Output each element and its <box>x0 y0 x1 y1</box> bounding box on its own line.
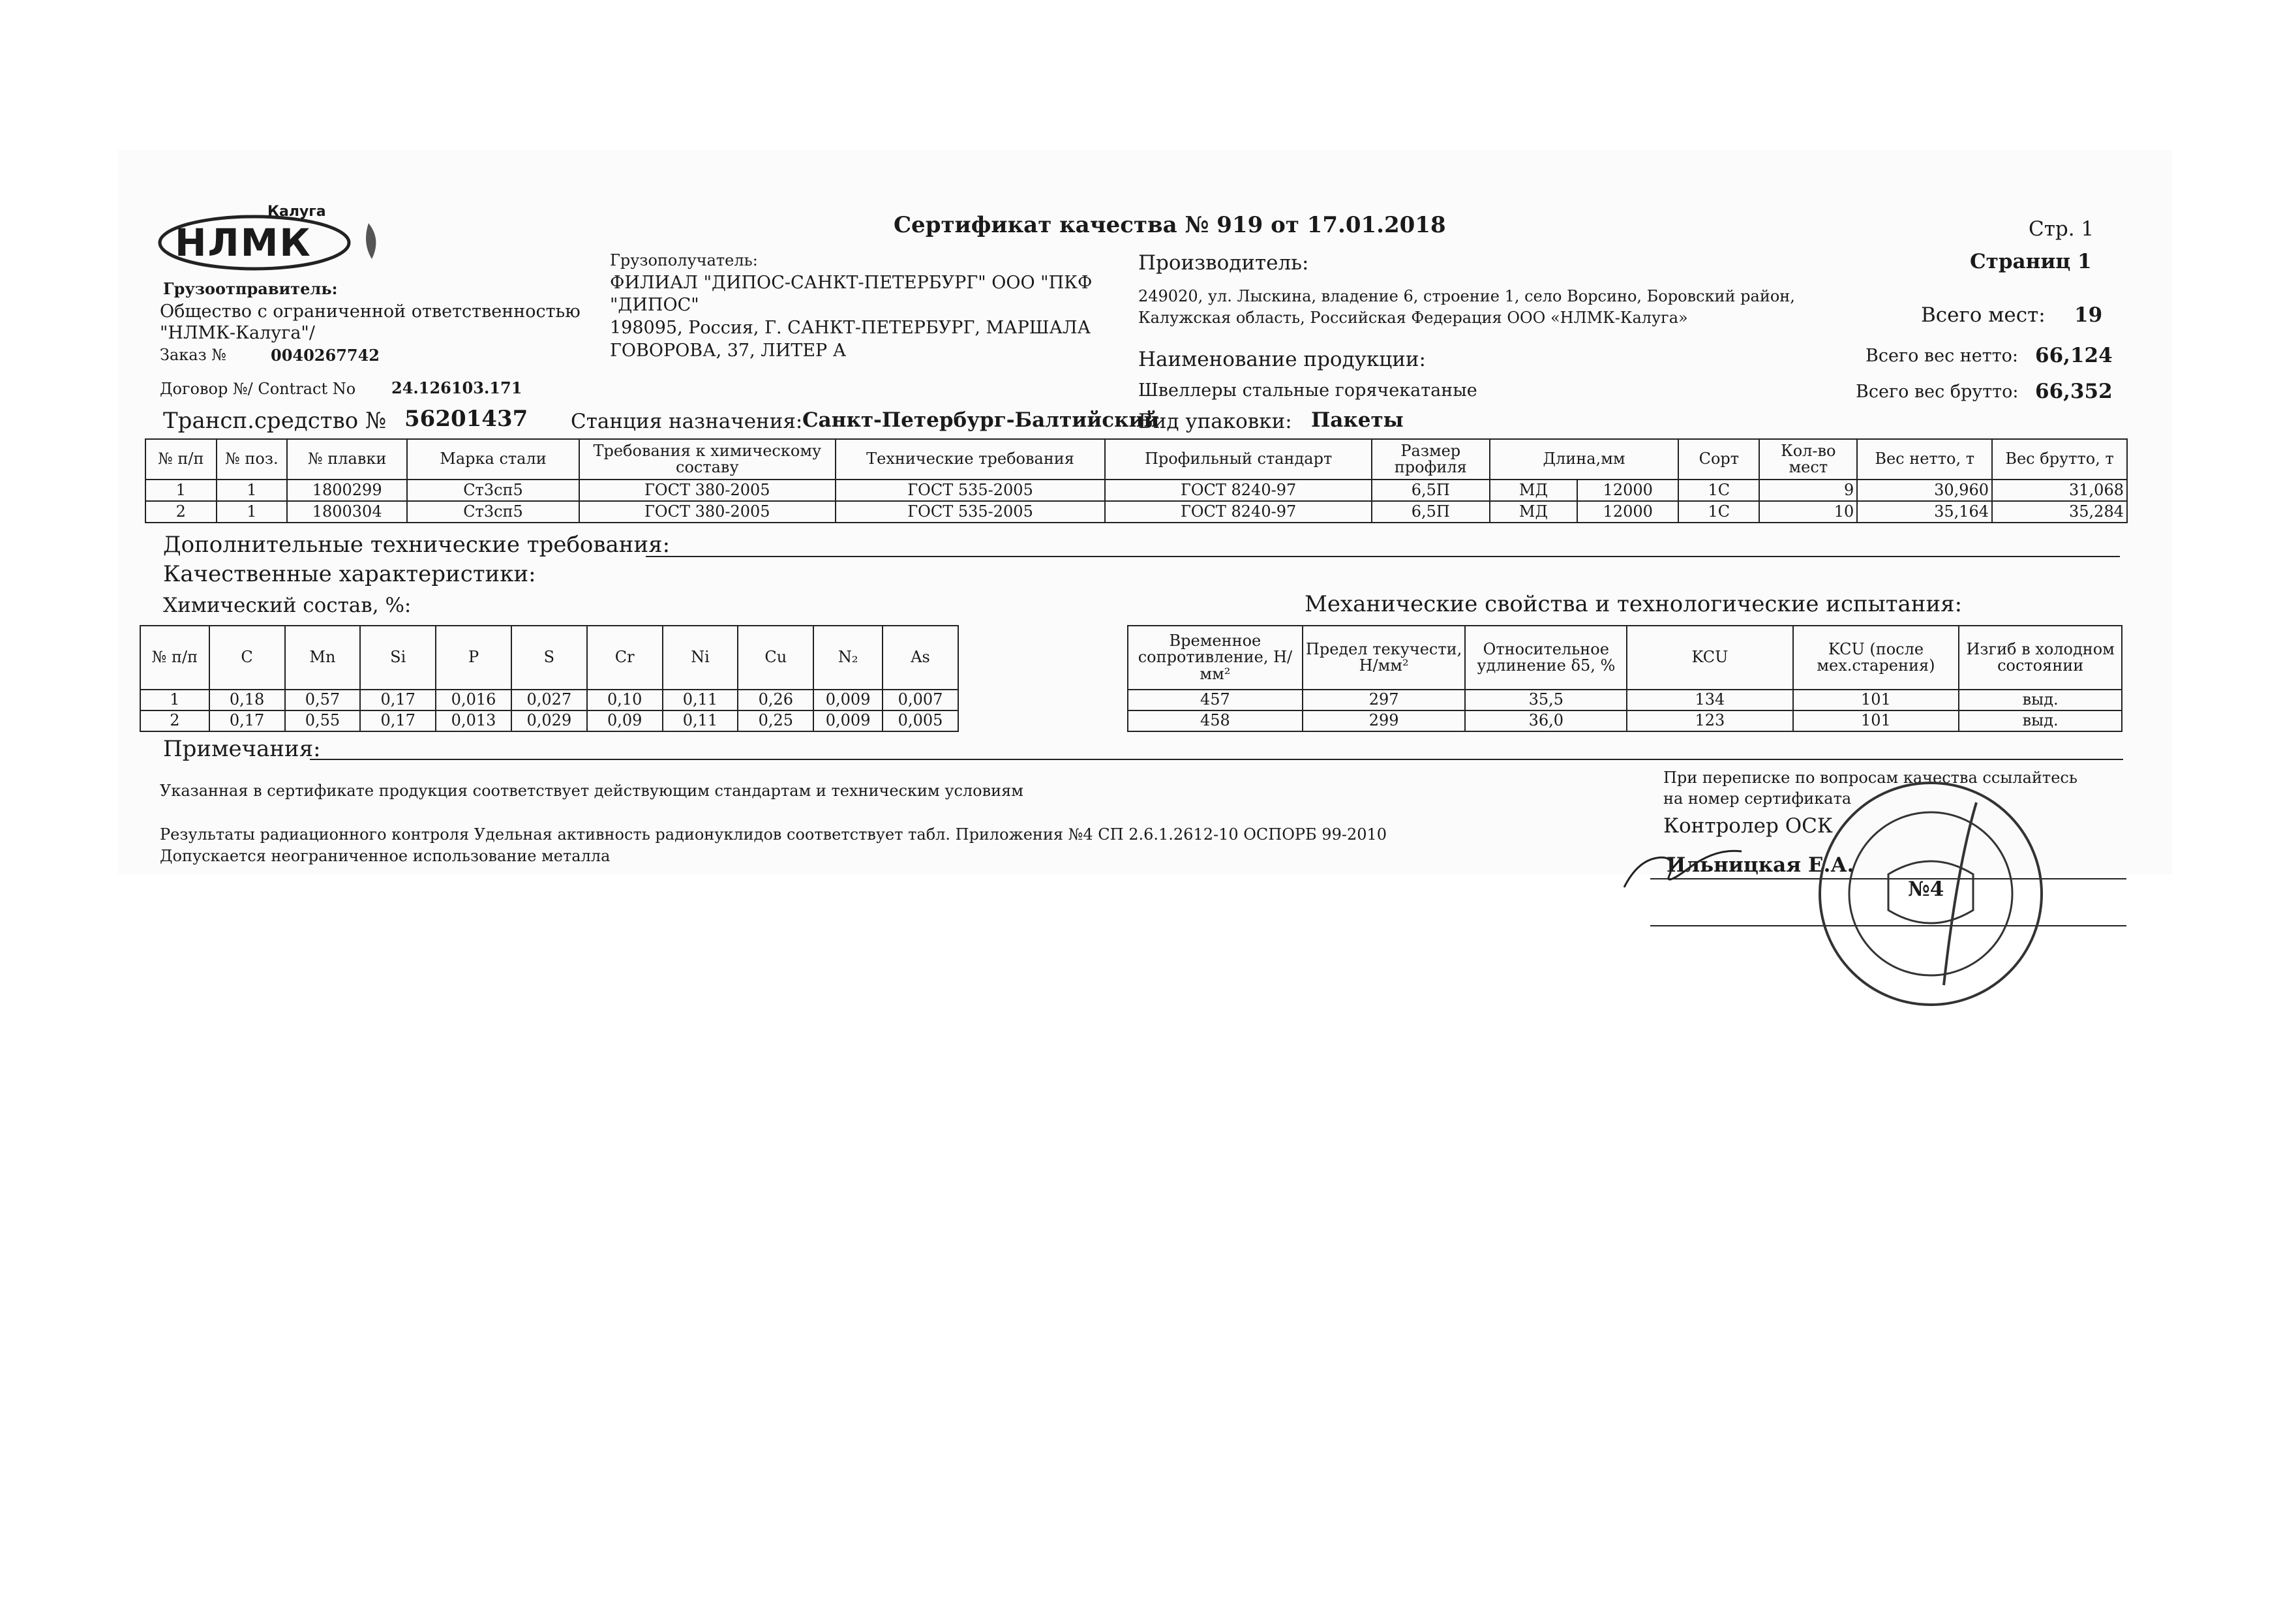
cell: Ст3сп5 <box>407 501 579 523</box>
additional-requirements-label: Дополнительные технические требования: <box>163 532 671 558</box>
header-cell: № п/п <box>145 439 217 480</box>
compliance-statement: Указанная в сертификате продукция соответствует действующим стандартам и техническим условиям <box>160 782 1023 800</box>
cell: 0,55 <box>285 710 361 731</box>
places-label: Всего мест: <box>1921 303 2046 327</box>
receiver-label: Грузополучатель: <box>610 251 758 269</box>
header-cell: Кол-во мест <box>1759 439 1857 480</box>
cell: 1 <box>217 501 288 523</box>
sender-label: Грузоотправитель: <box>163 279 338 298</box>
cell: 0,10 <box>587 690 663 710</box>
cell: 2 <box>145 501 217 523</box>
cell: ГОСТ 535-2005 <box>836 501 1106 523</box>
header-cell: As <box>883 626 958 690</box>
cell: 0,17 <box>360 690 436 710</box>
header-cell: Марка стали <box>407 439 579 480</box>
gross-value: 66,352 <box>2035 380 2113 403</box>
header-cell: KCU (после мех.старения) <box>1793 626 1959 690</box>
cell: 299 <box>1303 710 1466 731</box>
places-value: 19 <box>2074 303 2103 327</box>
product-label: Наименование продукции: <box>1138 348 1426 371</box>
cell: 30,960 <box>1857 480 1992 501</box>
header-cell: Si <box>360 626 436 690</box>
table-row <box>140 690 958 710</box>
cell: 101 <box>1793 690 1959 710</box>
cell: 31,068 <box>1992 480 2127 501</box>
cell: 123 <box>1627 710 1792 731</box>
chem-header-row <box>140 626 958 690</box>
packing-label: Вид упаковки: <box>1138 410 1292 433</box>
header-cell: Вес нетто, т <box>1857 439 1992 480</box>
header-cell: Размер профиля <box>1372 439 1490 480</box>
table-row <box>145 480 2127 501</box>
products-header-row <box>145 439 2127 480</box>
controller-name: Ильницкая Е.А. <box>1667 853 1854 877</box>
cell: выд. <box>1959 710 2122 731</box>
cell: Ст3сп5 <box>407 480 579 501</box>
header-cell: Профильный стандарт <box>1105 439 1371 480</box>
contact-line1: При переписке по вопросам качества ссылайтесь <box>1663 769 2077 787</box>
notes-label: Примечания: <box>163 736 321 762</box>
table-row <box>140 710 958 731</box>
cell: 0,027 <box>511 690 587 710</box>
cell: 35,164 <box>1857 501 1992 523</box>
cell: 12000 <box>1577 480 1678 501</box>
contract-value: 24.126103.171 <box>391 378 522 397</box>
pages-total: Страниц 1 <box>1970 250 2092 273</box>
sender-line1: Общество с ограниченной ответственностью <box>160 301 581 322</box>
cell: 458 <box>1128 710 1303 731</box>
header-cell: Вес брутто, т <box>1992 439 2127 480</box>
cell: МД <box>1490 501 1577 523</box>
cell: 0,016 <box>436 690 511 710</box>
header-cell: Предел текучести, Н/мм² <box>1303 626 1466 690</box>
station-label: Станция назначения: <box>571 410 803 433</box>
receiver-line4: ГОВОРОВА, 37, ЛИТЕР А <box>610 341 847 361</box>
cell: 457 <box>1128 690 1303 710</box>
header-cell: C <box>209 626 285 690</box>
radiation-statement: Результаты радиационного контроля Удельная активность радионуклидов соответствует табл. Приложения №4 СП 2.6.1.2612-10 ОСПОРБ 99-2010 <box>160 825 1387 844</box>
products-table <box>145 438 2128 523</box>
cell: 0,11 <box>663 710 738 731</box>
table-row <box>1128 710 2122 731</box>
notes-line <box>310 759 2123 760</box>
station-value: Санкт-Петербург-Балтийский <box>802 408 1159 432</box>
header-cell: Временное сопротивление, Н/мм² <box>1128 626 1303 690</box>
cell: ГОСТ 535-2005 <box>836 480 1106 501</box>
receiver-line3: 198095, Россия, Г. САНКТ-ПЕТЕРБУРГ, МАРШАЛА <box>610 318 1091 338</box>
cell: 1 <box>217 480 288 501</box>
header-cell: № поз. <box>217 439 288 480</box>
additional-requirements-line <box>646 556 2120 557</box>
header-cell: Относительное удлинение δ5, % <box>1465 626 1627 690</box>
mech-table <box>1127 625 2122 732</box>
header-cell: Cu <box>738 626 813 690</box>
cell: 0,09 <box>587 710 663 731</box>
header-cell: Требования к химическому составу <box>579 439 836 480</box>
cell: 0,009 <box>813 710 883 731</box>
cell: 0,013 <box>436 710 511 731</box>
header-cell: KCU <box>1627 626 1792 690</box>
table-row <box>1128 690 2122 710</box>
quality-label: Качественные характеристики: <box>163 561 536 587</box>
cell: 1800304 <box>287 501 407 523</box>
producer-line2: Калужская область, Российская Федерация ООО «НЛМК-Калуга» <box>1138 309 1688 327</box>
cell: 0,17 <box>209 710 285 731</box>
cell: 0,009 <box>813 690 883 710</box>
net-label: Всего вес нетто: <box>1865 346 2019 366</box>
contact-line2: на номер сертификата <box>1663 789 1852 808</box>
cell: 0,18 <box>209 690 285 710</box>
cell: 6,5П <box>1372 501 1490 523</box>
cell: 0,007 <box>883 690 958 710</box>
header-cell: № п/п <box>140 626 209 690</box>
header-cell: Mn <box>285 626 361 690</box>
cell: МД <box>1490 480 1577 501</box>
cell: 101 <box>1793 710 1959 731</box>
table-row <box>145 501 2127 523</box>
header-cell: Длина,мм <box>1490 439 1679 480</box>
stamp-number: №4 <box>1908 878 1944 901</box>
cell: ГОСТ 380-2005 <box>579 501 836 523</box>
controller-label: Контролер ОСК <box>1663 814 1833 838</box>
cell: 35,284 <box>1992 501 2127 523</box>
contract-label: Договор №/ Contract No <box>160 380 356 398</box>
sender-line2: "НЛМК-Калуга"/ <box>160 323 315 343</box>
cell: 1С <box>1678 480 1759 501</box>
header-cell: P <box>436 626 511 690</box>
header-cell: N₂ <box>813 626 883 690</box>
cell: 297 <box>1303 690 1466 710</box>
mech-properties-label: Механические свойства и технологические испытания: <box>1305 591 1963 617</box>
cell: 0,25 <box>738 710 813 731</box>
header-cell: Cr <box>587 626 663 690</box>
net-value: 66,124 <box>2035 344 2113 367</box>
logo-name: НЛМК <box>175 221 312 265</box>
chem-composition-label: Химический состав, %: <box>163 594 412 617</box>
cell: 0,57 <box>285 690 361 710</box>
header-cell: Ni <box>663 626 738 690</box>
cell: 1 <box>140 690 209 710</box>
transport-value: 56201437 <box>404 406 528 432</box>
receiver-line1: ФИЛИАЛ "ДИПОС-САНКТ-ПЕТЕРБУРГ" ООО "ПКФ <box>610 273 1093 293</box>
receiver-line2: "ДИПОС" <box>610 295 699 315</box>
cell: ГОСТ 8240-97 <box>1105 480 1371 501</box>
cell: 0,005 <box>883 710 958 731</box>
logo-city: Калуга <box>267 204 326 220</box>
packing-value: Пакеты <box>1311 408 1404 432</box>
cell: 35,5 <box>1465 690 1627 710</box>
cell: 9 <box>1759 480 1857 501</box>
cell: 0,11 <box>663 690 738 710</box>
cell: 0,17 <box>360 710 436 731</box>
certificate-title: Сертификат качества № 919 от 17.01.2018 <box>894 212 1446 238</box>
cell: 1 <box>145 480 217 501</box>
header-cell: Изгиб в холодном состоянии <box>1959 626 2122 690</box>
producer-line1: 249020, ул. Лыскина, владение 6, строение 1, село Ворсино, Боровский район, <box>1138 287 1795 305</box>
cell: ГОСТ 8240-97 <box>1105 501 1371 523</box>
chem-table <box>140 625 959 732</box>
header-cell: Сорт <box>1678 439 1759 480</box>
header-cell: Технические требования <box>836 439 1106 480</box>
order-value: 0040267742 <box>271 346 380 365</box>
header-cell: № плавки <box>287 439 407 480</box>
cell: 1800299 <box>287 480 407 501</box>
transport-label: Трансп.средство № <box>163 408 387 434</box>
header-cell: S <box>511 626 587 690</box>
cell: 6,5П <box>1372 480 1490 501</box>
page-number: Стр. 1 <box>2029 217 2094 241</box>
order-label: Заказ № <box>160 346 226 364</box>
cell: 0,26 <box>738 690 813 710</box>
cell: 1С <box>1678 501 1759 523</box>
cell: 12000 <box>1577 501 1678 523</box>
cell: 0,029 <box>511 710 587 731</box>
producer-label: Производитель: <box>1138 251 1309 275</box>
mech-header-row <box>1128 626 2122 690</box>
cell: ГОСТ 380-2005 <box>579 480 836 501</box>
gross-label: Всего вес брутто: <box>1856 382 2019 402</box>
signature-mark <box>1618 835 1748 894</box>
cell: 10 <box>1759 501 1857 523</box>
usage-statement: Допускается неограниченное использование металла <box>160 847 611 865</box>
cell: 36,0 <box>1465 710 1627 731</box>
cell: 134 <box>1627 690 1792 710</box>
cell: 2 <box>140 710 209 731</box>
product-name: Швеллеры стальные горячекатаные <box>1138 380 1477 401</box>
cell: выд. <box>1959 690 2122 710</box>
